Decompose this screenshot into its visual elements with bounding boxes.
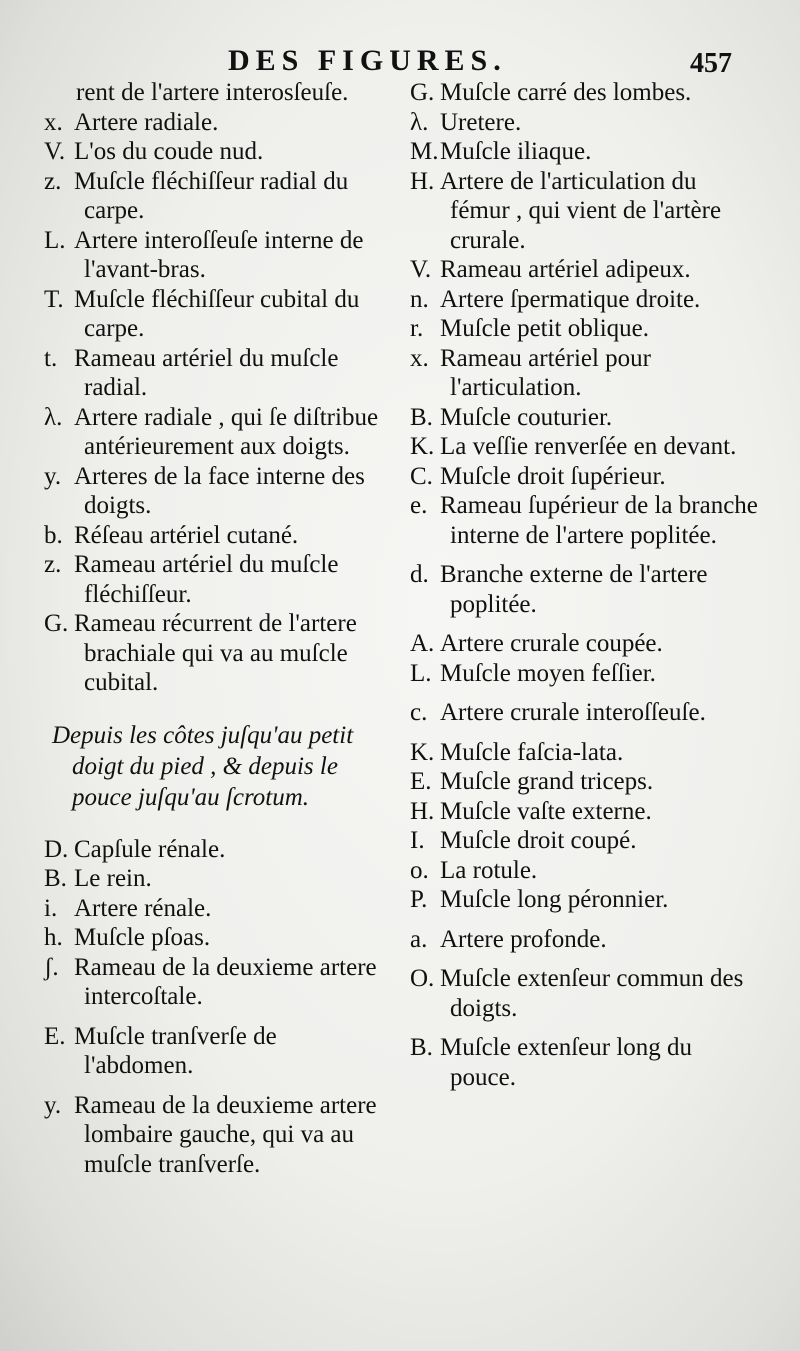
legend-entry xyxy=(44,108,392,138)
legend-key: x. xyxy=(410,344,429,372)
legend-entry xyxy=(44,894,392,924)
legend-description: L'os du coude nud. xyxy=(74,138,264,165)
legend-key: h. xyxy=(44,924,63,951)
continuation-text: rent de l'artere interosſeuſe. xyxy=(76,79,349,106)
legend-key: I. xyxy=(410,827,425,854)
running-title: DES FIGURES. xyxy=(228,44,507,77)
legend-description: Muſcle vaſte externe. xyxy=(440,797,652,825)
legend-key: e. xyxy=(410,492,428,519)
legend-key: A. xyxy=(410,630,435,657)
legend-key: L. xyxy=(410,659,432,687)
legend-key: i. xyxy=(44,894,58,922)
legend-description: Muſcle fléchiſſeur radial du carpe. xyxy=(74,167,349,224)
legend-key: M. xyxy=(410,138,439,165)
legend-key: O. xyxy=(410,965,435,992)
legend-description: Muſcle grand triceps. xyxy=(440,768,654,795)
legend-entry xyxy=(44,285,392,344)
legend-description: Artere radiale. xyxy=(74,108,219,136)
legend-entry xyxy=(44,462,392,521)
legend-key: E. xyxy=(410,768,432,795)
legend-key: z. xyxy=(44,167,62,195)
legend-description: Muſcle extenſeur long du pouce. xyxy=(440,1034,693,1091)
legend-description: Muſcle pſoas. xyxy=(74,924,211,951)
legend-key: B. xyxy=(410,1034,433,1061)
legend-key: λ. xyxy=(44,403,63,431)
legend-entry xyxy=(410,108,760,138)
legend-entry xyxy=(410,314,760,344)
legend-entry xyxy=(410,629,760,659)
legend-key: C. xyxy=(410,462,433,490)
legend-entry xyxy=(44,167,392,226)
right-entries xyxy=(410,78,760,1092)
legend-key: T. xyxy=(44,285,64,313)
legend-entry xyxy=(44,403,392,462)
legend-entry xyxy=(44,521,392,551)
legend-key: c. xyxy=(410,699,428,726)
left-entries-a xyxy=(44,108,392,698)
legend-key: y. xyxy=(44,462,62,490)
legend-description: Réſeau artériel cutané. xyxy=(74,521,299,549)
legend-entry xyxy=(410,137,760,167)
legend-entry xyxy=(410,167,760,256)
section-heading: Depuis les côtes juſqu'au petit doigt du pied , & depuis le pouce juſqu'au ſcrotum. xyxy=(52,721,354,811)
legend-entry xyxy=(44,550,392,609)
legend-entry xyxy=(410,344,760,403)
legend-key: λ. xyxy=(410,108,429,136)
legend-key: B. xyxy=(44,865,67,892)
legend-entry xyxy=(410,964,760,1023)
legend-description: Artere interoſſeuſe interne de l'avant-bras. xyxy=(74,226,364,283)
legend-key: d. xyxy=(410,561,429,588)
legend-key: b. xyxy=(44,521,63,549)
legend-key: L. xyxy=(44,226,66,254)
legend-description: Le rein. xyxy=(74,865,152,892)
legend-entry xyxy=(410,285,760,315)
legend-key: y. xyxy=(44,1091,62,1119)
legend-key: P. xyxy=(410,886,428,913)
legend-key: K. xyxy=(410,738,435,766)
legend-entry xyxy=(410,856,760,886)
legend-key: a. xyxy=(410,925,428,953)
legend-description: Capſule rénale. xyxy=(74,835,226,863)
legend-description: Rameau de la deuxieme artere intercoſtale. xyxy=(74,953,377,1010)
legend-description: La rotule. xyxy=(440,856,538,884)
legend-description: Artere crurale interoſſeuſe. xyxy=(440,699,706,726)
legend-description: Muſcle moyen feſſier. xyxy=(440,659,656,687)
legend-key: G. xyxy=(44,610,69,637)
legend-description: Artere ſpermatique droite. xyxy=(440,285,701,313)
legend-description: Artere radiale , qui ſe diſtribue antérieurement aux doigts. xyxy=(74,403,379,460)
legend-key: B. xyxy=(410,403,433,431)
legend-description: Muſcle fléchiſſeur cubital du carpe. xyxy=(74,285,360,342)
left-column xyxy=(44,78,392,1179)
legend-description: Muſcle iliaque. xyxy=(440,138,592,165)
legend-entry xyxy=(44,609,392,698)
legend-description: Muſcle tranſverſe de l'abdomen. xyxy=(74,1022,277,1079)
left-entries-b xyxy=(44,835,392,1180)
legend-entry xyxy=(44,835,392,865)
legend-key: H. xyxy=(410,797,435,825)
legend-description: Muſcle couturier. xyxy=(440,403,613,431)
legend-description: Muſcle droit coupé. xyxy=(440,827,637,854)
legend-description: Arteres de la face interne des doigts. xyxy=(74,462,365,519)
legend-entry xyxy=(410,78,760,108)
legend-entry xyxy=(44,226,392,285)
legend-description: Rameau artériel du muſcle radial. xyxy=(74,344,339,401)
legend-key: V. xyxy=(410,256,432,283)
legend-entry xyxy=(410,462,760,492)
legend-description: Muſcle carré des lombes. xyxy=(440,79,692,106)
legend-description: Uretere. xyxy=(440,108,522,136)
legend-entry xyxy=(410,885,760,915)
legend-entry xyxy=(410,1033,760,1092)
legend-description: Artere de l'articulation du fémur , qui vient de l'artère crurale. xyxy=(440,167,722,254)
legend-description: Muſcle extenſeur commun des doigts. xyxy=(440,965,744,1022)
legend-description: Rameau artériel du muſcle fléchiſſeur. xyxy=(74,551,339,608)
legend-description: Branche externe de l'artere poplitée. xyxy=(440,561,708,618)
legend-key: z. xyxy=(44,551,62,578)
legend-key: V. xyxy=(44,138,66,165)
legend-entry xyxy=(410,255,760,285)
legend-key: x. xyxy=(44,108,63,136)
legend-description: Rameau récurrent de l'artere brachiale qui va au muſcle cubital. xyxy=(74,610,357,696)
legend-key: ʃ. xyxy=(44,953,59,981)
legend-key: r. xyxy=(410,315,424,342)
legend-entry xyxy=(410,767,760,797)
legend-entry xyxy=(410,403,760,433)
legend-key: n. xyxy=(410,285,429,313)
legend-key: D. xyxy=(44,835,69,863)
legend-entry xyxy=(44,1022,392,1081)
legend-description: Rameau ſupérieur de la branche interne de l'artere poplitée. xyxy=(440,492,758,549)
legend-description: Muſcle faſcia-lata. xyxy=(440,738,624,766)
page-number: 457 xyxy=(690,48,732,79)
legend-key: G. xyxy=(410,79,435,106)
legend-key: H. xyxy=(410,167,435,195)
legend-entry xyxy=(44,137,392,167)
legend-key: E. xyxy=(44,1022,66,1050)
legend-description: Muſcle petit oblique. xyxy=(440,315,649,342)
legend-key: t. xyxy=(44,344,58,372)
legend-description: Muſcle droit ſupérieur. xyxy=(440,462,666,490)
legend-description: Rameau de la deuxieme artere lombaire gauche, qui va au muſcle tranſverſe. xyxy=(74,1091,377,1178)
legend-description: Artere rénale. xyxy=(74,894,212,922)
legend-entry xyxy=(44,864,392,894)
legend-entry xyxy=(410,826,760,856)
legend-entry xyxy=(410,698,760,728)
legend-description: Artere crurale coupée. xyxy=(440,630,663,657)
legend-entry xyxy=(410,491,760,550)
legend-entry xyxy=(410,560,760,619)
legend-entry xyxy=(44,923,392,953)
legend-entry xyxy=(410,659,760,689)
legend-description: Rameau artériel adipeux. xyxy=(440,256,691,283)
legend-description: Artere profonde. xyxy=(440,925,607,953)
legend-description: Muſcle long péronnier. xyxy=(440,886,669,913)
legend-key: o. xyxy=(410,856,429,884)
legend-entry xyxy=(44,344,392,403)
legend-entry xyxy=(410,432,760,462)
legend-description: La veſſie renverſée en devant. xyxy=(440,433,737,460)
legend-entry xyxy=(410,738,760,768)
legend-description: Rameau artériel pour l'articulation. xyxy=(440,344,652,401)
legend-entry xyxy=(410,925,760,955)
legend-entry xyxy=(44,953,392,1012)
right-column xyxy=(410,78,760,1092)
legend-entry xyxy=(44,1091,392,1180)
legend-entry xyxy=(410,797,760,827)
legend-key: K. xyxy=(410,433,435,460)
